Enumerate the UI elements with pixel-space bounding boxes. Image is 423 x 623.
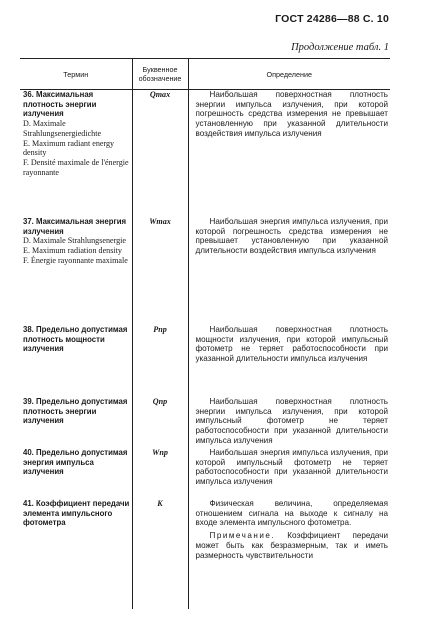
table-header-row	[20, 59, 390, 90]
symbol-cell: Pпр	[132, 325, 188, 397]
term-name: 38. Предельно допустимая плотность мощности излучения	[23, 325, 128, 354]
definition-cell	[188, 217, 390, 325]
term-cell	[20, 499, 132, 609]
definition-text: Наибольшая поверхностная плотность энергии импульса излучения, при которой погрешность средства измерения не превышает установленную при указанной длительности воздействия импульса излучения	[195, 90, 388, 138]
symbol-cell: Wпр	[132, 448, 188, 499]
note-label: Примечание.	[209, 531, 276, 541]
definition-cell	[188, 325, 390, 397]
definition-text: Физическая величина, определяемая отношением сигнала на выходе к сигналу на входе элемента импульсного фотометра.	[195, 499, 388, 528]
definition-text: Наибольшая энергия импульса излучения, при которой импульсный фотометр не теряет работоспособности при указанной длительности импульса излучения	[195, 448, 388, 487]
column-header-term: Термин	[20, 59, 132, 90]
symbol-cell: K	[132, 499, 188, 609]
column-header-definition: Определение	[188, 59, 390, 90]
symbol-cell: Wmax	[132, 217, 188, 325]
definition-cell	[188, 90, 390, 218]
table-continuation-caption: Продолжение табл. 1	[291, 42, 389, 53]
symbol-cell: Qmax	[132, 90, 188, 218]
definition-cell	[188, 499, 390, 609]
term-equivalent-fr: F. Énergie rayonnante maximale	[23, 255, 128, 265]
symbol-cell: Qпр	[132, 397, 188, 448]
term-equivalent-de: D. Maximale Strahlungsenergie	[23, 236, 127, 246]
terms-table	[20, 58, 390, 609]
table-row	[20, 448, 390, 499]
term-cell	[20, 90, 132, 218]
page-header: ГОСТ 24286—88 С. 10	[275, 13, 389, 25]
note-text: Коэффициент передачи может быть как безразмерным, так и иметь размерность чувствительности	[195, 531, 388, 560]
table-row	[20, 325, 390, 397]
table-row	[20, 397, 390, 448]
table-row	[20, 499, 390, 609]
definition-cell	[188, 448, 390, 499]
term-equivalent-en: E. Maximum radiation density	[23, 246, 122, 256]
term-name: 37. Максимальная энергия излучения	[23, 217, 127, 236]
column-header-symbol: Буквенное обозначение	[132, 59, 188, 90]
definition-text: Наибольшая энергия импульса излучения, при которой погрешность средства измерения не превышает установленную при указанной длительности воздействия импульса излучения	[195, 217, 388, 256]
term-name: 39. Предельно допустимая плотность энергии излучения	[23, 397, 128, 426]
term-cell	[20, 217, 132, 325]
term-name: 36. Максимальная плотность энергии излучения	[23, 90, 97, 119]
term-cell	[20, 325, 132, 397]
definition-text: Наибольшая поверхностная плотность энергии импульса излучения, при которой импульсный фотометр не теряет работоспособности при указанной длительности импульса излучения	[195, 397, 388, 445]
table-row	[20, 90, 390, 218]
definition-text: Наибольшая поверхностная плотность мощности излучения, при которой импульсный фотометр не теряет работоспособности при указанной длительности импульса излучения	[195, 325, 388, 364]
term-equivalent-de: D. Maximale Strahlungsenergiedichte	[23, 119, 102, 138]
term-equivalent-fr: F. Densité maximale de l'énergie rayonnante	[23, 157, 129, 177]
definition-note	[196, 531, 389, 560]
term-cell	[20, 448, 132, 499]
term-name: 40. Предельно допустимая энергия импульса излучения	[23, 448, 128, 477]
term-cell	[20, 397, 132, 448]
table-row	[20, 217, 390, 325]
term-equivalent-en: E. Maximum radiant energy density	[23, 138, 115, 158]
definition-cell	[188, 397, 390, 448]
term-name: 41. Коэффициент передачи элемента импульсного фотометра	[23, 499, 130, 528]
